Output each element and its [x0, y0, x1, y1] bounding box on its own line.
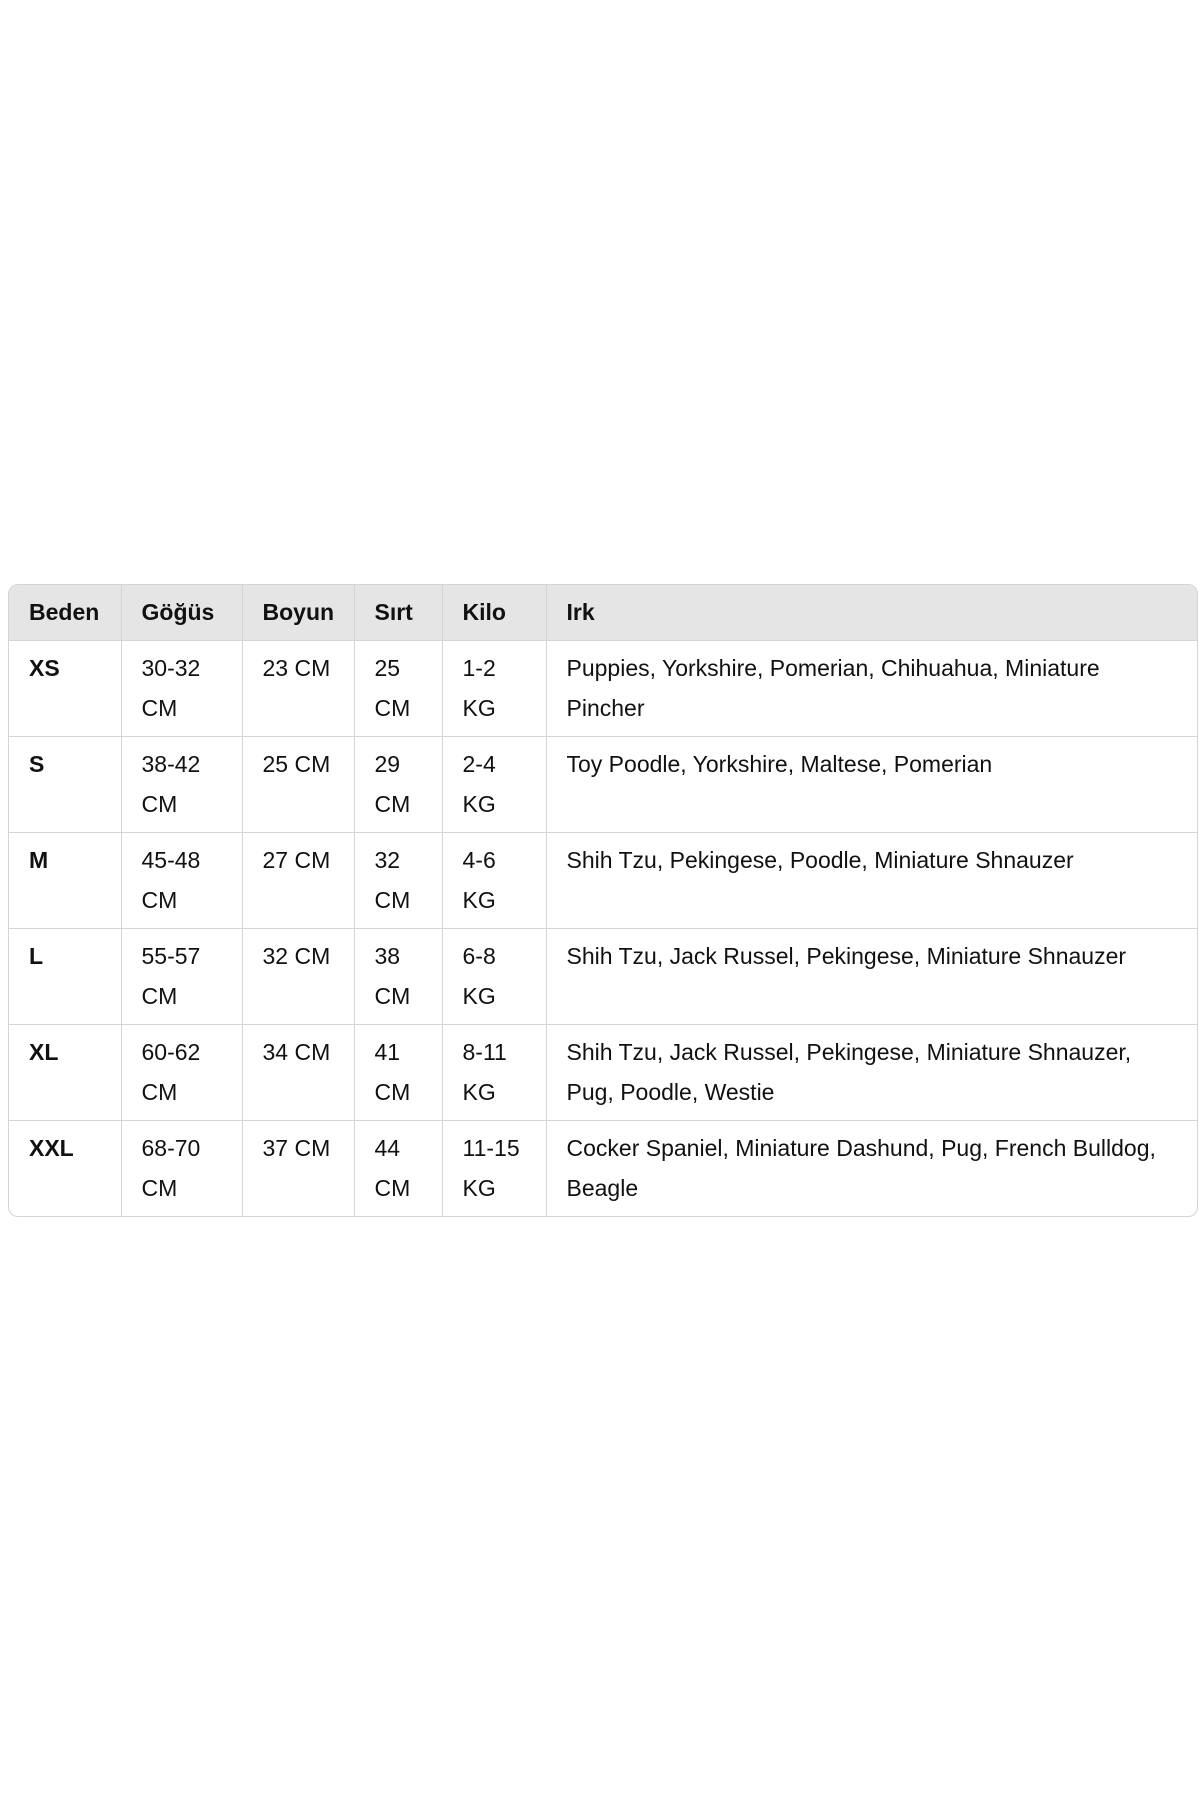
cell-chest: 38-42 CM	[121, 736, 242, 832]
table-row	[9, 832, 1197, 928]
cell-weight: 8-11 KG	[442, 1024, 546, 1120]
cell-neck: 23 CM	[242, 640, 354, 736]
table-row	[9, 1024, 1197, 1120]
header-beden: Beden	[9, 585, 121, 640]
cell-back: 44 CM	[354, 1120, 442, 1216]
header-kilo: Kilo	[442, 585, 546, 640]
table-row	[9, 736, 1197, 832]
cell-breeds: Shih Tzu, Jack Russel, Pekingese, Miniature Shnauzer	[546, 928, 1197, 1024]
cell-back: 38 CM	[354, 928, 442, 1024]
cell-breeds: Shih Tzu, Jack Russel, Pekingese, Miniature Shnauzer, Pug, Poodle, Westie	[546, 1024, 1197, 1120]
cell-neck: 32 CM	[242, 928, 354, 1024]
table-row	[9, 640, 1197, 736]
cell-size: M	[9, 832, 121, 928]
cell-weight: 2-4 KG	[442, 736, 546, 832]
cell-neck: 34 CM	[242, 1024, 354, 1120]
cell-breeds: Shih Tzu, Pekingese, Poodle, Miniature Shnauzer	[546, 832, 1197, 928]
size-table	[9, 585, 1197, 1216]
header-gogus: Göğüs	[121, 585, 242, 640]
cell-neck: 27 CM	[242, 832, 354, 928]
table-row	[9, 928, 1197, 1024]
cell-neck: 25 CM	[242, 736, 354, 832]
cell-back: 41 CM	[354, 1024, 442, 1120]
cell-weight: 4-6 KG	[442, 832, 546, 928]
cell-size: XL	[9, 1024, 121, 1120]
cell-weight: 6-8 KG	[442, 928, 546, 1024]
size-chart	[8, 584, 1198, 1217]
cell-chest: 68-70 CM	[121, 1120, 242, 1216]
cell-size: S	[9, 736, 121, 832]
cell-breeds: Puppies, Yorkshire, Pomerian, Chihuahua, Miniature Pincher	[546, 640, 1197, 736]
cell-size: XXL	[9, 1120, 121, 1216]
cell-chest: 55-57 CM	[121, 928, 242, 1024]
cell-size: L	[9, 928, 121, 1024]
cell-back: 32 CM	[354, 832, 442, 928]
header-row	[9, 585, 1197, 640]
header-boyun: Boyun	[242, 585, 354, 640]
cell-weight: 11-15 KG	[442, 1120, 546, 1216]
cell-chest: 30-32 CM	[121, 640, 242, 736]
cell-size: XS	[9, 640, 121, 736]
cell-back: 25 CM	[354, 640, 442, 736]
cell-weight: 1-2 KG	[442, 640, 546, 736]
cell-neck: 37 CM	[242, 1120, 354, 1216]
cell-breeds: Toy Poodle, Yorkshire, Maltese, Pomerian	[546, 736, 1197, 832]
header-irk: Irk	[546, 585, 1197, 640]
cell-back: 29 CM	[354, 736, 442, 832]
header-sirt: Sırt	[354, 585, 442, 640]
cell-breeds: Cocker Spaniel, Miniature Dashund, Pug, French Bulldog, Beagle	[566, 1134, 1156, 1201]
cell-chest: 45-48 CM	[121, 832, 242, 928]
cell-chest: 60-62 CM	[121, 1024, 242, 1120]
table-row	[9, 1120, 1197, 1216]
